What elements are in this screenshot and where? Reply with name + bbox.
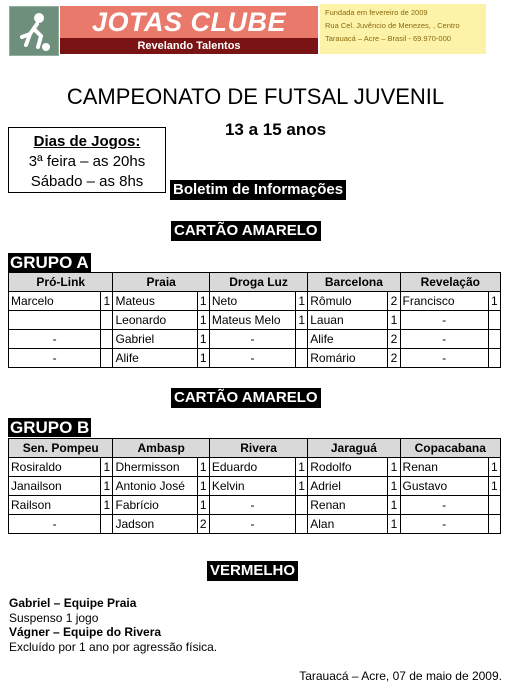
red-card-player: Gabriel – Equipe Praia bbox=[9, 596, 137, 610]
group-b-body bbox=[9, 458, 501, 534]
card-count-cell: 1 bbox=[197, 330, 209, 349]
player-name-cell: Neto bbox=[209, 292, 295, 311]
card-count-cell: 1 bbox=[197, 458, 209, 477]
table-row bbox=[9, 330, 501, 349]
player-name-cell: Leonardo bbox=[113, 311, 197, 330]
player-name-cell: Antonio José bbox=[113, 477, 197, 496]
player-name-cell: - bbox=[400, 515, 488, 534]
player-name-cell: - bbox=[209, 330, 295, 349]
card-count-cell: 1 bbox=[296, 311, 308, 330]
card-count-cell: 1 bbox=[197, 292, 209, 311]
club-logo bbox=[9, 6, 59, 56]
club-info-line: Fundada em fevereiro de 2009 bbox=[325, 8, 428, 17]
player-name-cell: - bbox=[400, 349, 488, 368]
card-count-cell bbox=[488, 349, 500, 368]
team-header: Jaraguá bbox=[308, 439, 400, 458]
player-name-cell: - bbox=[209, 515, 295, 534]
red-card-list bbox=[9, 596, 217, 654]
player-name-cell: Adriel bbox=[308, 477, 388, 496]
team-header: Copacabana bbox=[400, 439, 500, 458]
card-count-cell: 2 bbox=[388, 349, 400, 368]
player-name-cell: Rodolfo bbox=[308, 458, 388, 477]
team-header: Droga Luz bbox=[209, 273, 307, 292]
age-range: 13 a 15 anos bbox=[224, 120, 327, 139]
player-name-cell: Mateus Melo bbox=[209, 311, 295, 330]
player-name-cell: Eduardo bbox=[209, 458, 295, 477]
player-name-cell: Lauan bbox=[308, 311, 388, 330]
card-count-cell: 1 bbox=[101, 477, 113, 496]
card-count-cell bbox=[488, 311, 500, 330]
player-name-cell: - bbox=[9, 330, 101, 349]
player-name-cell: Gustavo bbox=[400, 477, 488, 496]
card-count-cell: 1 bbox=[488, 458, 500, 477]
player-name-cell: - bbox=[400, 311, 488, 330]
red-card-heading: VERMELHO bbox=[207, 561, 298, 581]
table-row bbox=[9, 496, 501, 515]
card-count-cell: 1 bbox=[101, 458, 113, 477]
team-header: Revelação bbox=[400, 273, 500, 292]
card-count-cell: 2 bbox=[388, 292, 400, 311]
player-name-cell: Romário bbox=[308, 349, 388, 368]
player-name-cell: Alife bbox=[308, 330, 388, 349]
table-row bbox=[9, 515, 501, 534]
card-count-cell: 1 bbox=[101, 292, 113, 311]
date-line: Tarauacá – Acre, 07 de maio de 2009. bbox=[299, 669, 502, 683]
table-header-row bbox=[9, 439, 501, 458]
club-info bbox=[320, 4, 486, 54]
card-count-cell: 1 bbox=[296, 477, 308, 496]
club-tagline: Revelando Talentos bbox=[60, 38, 318, 54]
player-name-cell: Renan bbox=[308, 496, 388, 515]
card-count-cell bbox=[101, 515, 113, 534]
player-name-cell: Gabriel bbox=[113, 330, 197, 349]
team-header: Sen. Pompeu bbox=[9, 439, 113, 458]
card-count-cell bbox=[296, 349, 308, 368]
card-count-cell: 1 bbox=[197, 311, 209, 330]
red-card-penalty: Suspenso 1 jogo bbox=[9, 610, 99, 625]
player-name-cell: Renan bbox=[400, 458, 488, 477]
group-b-table bbox=[8, 438, 501, 534]
club-info-line: Rua Cel. Juvêncio de Menezes, , Centro bbox=[325, 21, 460, 30]
player-name-cell: - bbox=[9, 349, 101, 368]
table-row bbox=[9, 458, 501, 477]
player-name-cell: - bbox=[209, 349, 295, 368]
player-name-cell: Alife bbox=[113, 349, 197, 368]
player-name-cell: Dhermisson bbox=[113, 458, 197, 477]
card-count-cell: 1 bbox=[296, 458, 308, 477]
red-card-penalty: Excluído por 1 ano por agressão física. bbox=[9, 639, 218, 654]
card-count-cell bbox=[101, 349, 113, 368]
card-count-cell bbox=[296, 496, 308, 515]
card-count-cell: 2 bbox=[197, 515, 209, 534]
player-name-cell: Francisco bbox=[400, 292, 488, 311]
player-name-cell: - bbox=[400, 496, 488, 515]
card-count-cell: 2 bbox=[388, 330, 400, 349]
game-day-line: Sábado – as 8hs bbox=[30, 173, 144, 190]
card-count-cell bbox=[101, 330, 113, 349]
game-days-title: Dias de Jogos: bbox=[33, 133, 141, 150]
club-banner bbox=[60, 6, 318, 54]
player-name-cell: Railson bbox=[9, 496, 101, 515]
team-header: Ambasp bbox=[113, 439, 209, 458]
player-name-cell: Jadson bbox=[113, 515, 197, 534]
card-count-cell bbox=[101, 311, 113, 330]
group-b-heading: GRUPO B bbox=[10, 418, 90, 437]
team-header: Rivera bbox=[209, 439, 307, 458]
card-count-cell: 1 bbox=[488, 477, 500, 496]
player-name-cell: Mateus bbox=[113, 292, 197, 311]
group-a-heading: GRUPO A bbox=[10, 253, 89, 272]
club-info-line: Tarauacá – Acre – Brasil - 69.970-000 bbox=[325, 34, 451, 43]
team-header: Barcelona bbox=[308, 273, 400, 292]
card-count-cell bbox=[296, 515, 308, 534]
card-count-cell: 1 bbox=[388, 496, 400, 515]
player-name-cell: Alan bbox=[308, 515, 388, 534]
yellow-card-heading-a: CARTÃO AMARELO bbox=[171, 221, 321, 241]
table-header-row bbox=[9, 273, 501, 292]
card-count-cell: 1 bbox=[388, 458, 400, 477]
card-count-cell bbox=[488, 496, 500, 515]
player-name-cell: Janailson bbox=[9, 477, 101, 496]
card-count-cell: 1 bbox=[101, 496, 113, 515]
bulletin-heading: Boletim de Informações bbox=[170, 180, 346, 200]
card-count-cell bbox=[296, 330, 308, 349]
table-row bbox=[9, 477, 501, 496]
group-a-body bbox=[9, 292, 501, 368]
card-count-cell: 1 bbox=[296, 292, 308, 311]
card-count-cell: 1 bbox=[388, 477, 400, 496]
player-name-cell: - bbox=[9, 515, 101, 534]
game-day-line: 3ª feira – as 20hs bbox=[28, 153, 146, 170]
team-header: Pró-Link bbox=[9, 273, 113, 292]
group-a-table bbox=[8, 272, 501, 368]
player-name-cell bbox=[9, 311, 101, 330]
player-name-cell: Marcelo bbox=[9, 292, 101, 311]
player-name-cell: Fabrício bbox=[113, 496, 197, 515]
card-count-cell: 1 bbox=[388, 311, 400, 330]
card-count-cell bbox=[488, 515, 500, 534]
player-name-cell: - bbox=[209, 496, 295, 515]
red-card-player: Vágner – Equipe do Rivera bbox=[9, 625, 162, 639]
page-title: CAMPEONATO DE FUTSAL JUVENIL bbox=[66, 84, 445, 109]
yellow-card-heading-b: CARTÃO AMARELO bbox=[171, 388, 321, 408]
table-row bbox=[9, 292, 501, 311]
player-name-cell: Rosiraldo bbox=[9, 458, 101, 477]
table-row bbox=[9, 349, 501, 368]
team-header: Praia bbox=[113, 273, 209, 292]
club-name: JOTAS CLUBE bbox=[91, 7, 286, 37]
player-name-cell: - bbox=[400, 330, 488, 349]
card-count-cell: 1 bbox=[488, 292, 500, 311]
card-count-cell: 1 bbox=[197, 496, 209, 515]
player-name-cell: Rômulo bbox=[308, 292, 388, 311]
card-count-cell: 1 bbox=[197, 477, 209, 496]
game-days-box bbox=[8, 127, 166, 193]
table-row bbox=[9, 311, 501, 330]
card-count-cell bbox=[488, 330, 500, 349]
player-name-cell: Kelvin bbox=[209, 477, 295, 496]
soccer-player-icon bbox=[10, 7, 58, 55]
card-count-cell: 1 bbox=[388, 515, 400, 534]
card-count-cell: 1 bbox=[197, 349, 209, 368]
